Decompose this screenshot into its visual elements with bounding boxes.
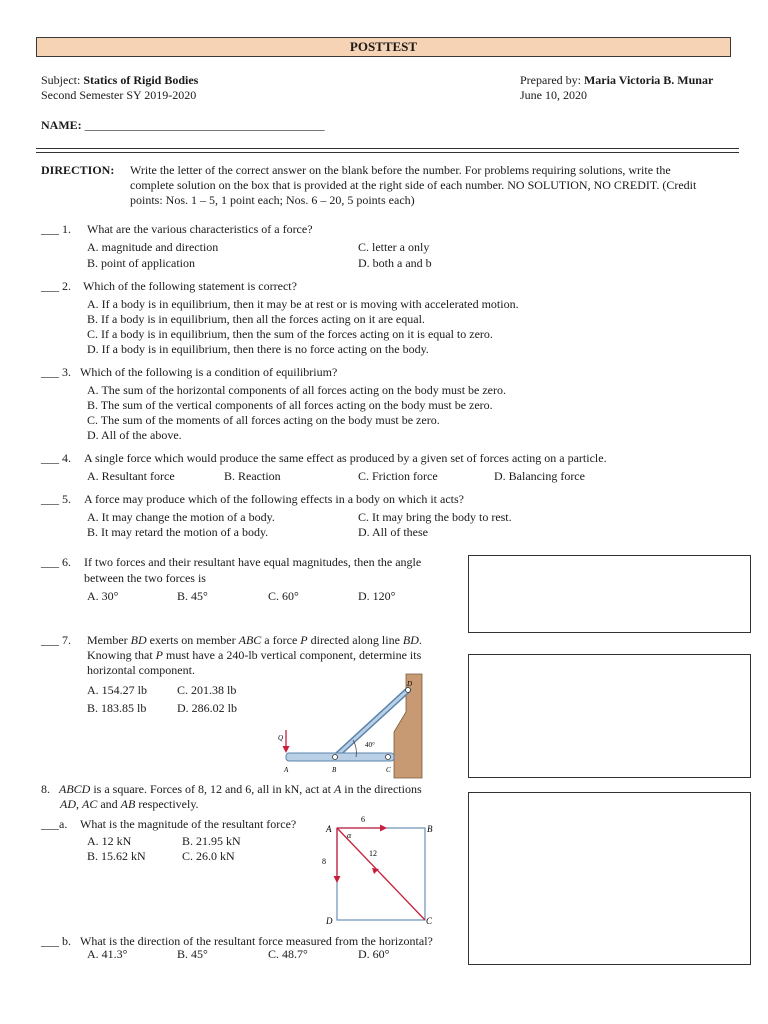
direction-line2: complete solution on the box that is provided at the right side of each number. NO SOLUTION, NO CREDIT. (Credit — [130, 178, 697, 192]
q8b-blank[interactable]: ___ b. — [41, 934, 71, 948]
q1-option-c: C. letter a only — [358, 240, 430, 254]
q8a-option-a: A. 12 kN — [87, 834, 132, 848]
prepared-line — [520, 73, 713, 88]
name-field[interactable]: ________________________________________ — [84, 118, 325, 132]
q7-blank[interactable]: ___ 7. — [41, 633, 71, 647]
q8a-blank[interactable]: ___a. — [41, 817, 68, 831]
q8b-option-c: C. 48.7° — [268, 947, 308, 961]
page-title: POSTTEST — [349, 39, 418, 54]
q8-line1: 8. ABCD is a square. Forces of 8, 12 and 6, all in kN, act at A in the directions — [41, 782, 422, 796]
name-line — [41, 118, 325, 133]
q7-option-b: B. 183.85 lb — [87, 701, 147, 715]
member-abc — [286, 753, 394, 761]
q3-text: Which of the following is a condition of equilibrium? — [80, 365, 338, 379]
q5-blank[interactable]: ___ 5. — [41, 492, 71, 506]
q8b-option-d: D. 60° — [358, 947, 390, 961]
label-d: D — [326, 916, 333, 926]
label-q: Q — [278, 734, 284, 742]
label-a: A — [284, 766, 289, 774]
subject-line — [41, 73, 198, 88]
q8a-option-b: B. 21.95 kN — [182, 834, 241, 848]
prepared-value: Maria Victoria B. Munar — [583, 73, 714, 87]
q7-option-a: A. 154.27 lb — [87, 683, 147, 697]
name-label: NAME: — [41, 118, 85, 132]
alpha-label: α — [347, 831, 352, 840]
q4-option-d: D. Balancing force — [494, 469, 585, 483]
q6-option-a: A. 30° — [87, 589, 119, 603]
q8-solution-box[interactable] — [468, 792, 751, 965]
force-6-arrowhead — [380, 825, 387, 832]
q1-option-a: A. magnitude and direction — [87, 240, 219, 254]
semester: Second Semester SY 2019-2020 — [41, 88, 197, 102]
force-12-line — [337, 828, 425, 920]
date: June 10, 2020 — [520, 88, 587, 102]
q3-option-b: B. The sum of the vertical components of all forces acting on the body must be zero. — [87, 398, 493, 412]
label-d: D — [407, 680, 413, 688]
force-8-arrowhead — [334, 876, 341, 883]
prepared-label: Prepared by: — [520, 73, 584, 87]
label-c: C — [386, 766, 391, 774]
q6-solution-box[interactable] — [468, 555, 751, 633]
divider-bottom — [36, 152, 739, 153]
q8a-option-d: C. 26.0 kN — [182, 849, 235, 863]
q8a-option-c: B. 15.62 kN — [87, 849, 146, 863]
title-bar — [36, 37, 731, 57]
q2-option-d: D. If a body is in equilibrium, then there is no force acting on the body. — [87, 342, 429, 356]
label-a: A — [326, 824, 332, 834]
q3-option-d: D. All of the above. — [87, 428, 182, 442]
q3-option-a: A. The sum of the horizontal components of all forces acting on the body must be zero. — [87, 383, 507, 397]
q4-text: A single force which would produce the same effect as produced by a given set of forces acting on a particle. — [84, 451, 607, 465]
pin-c — [386, 755, 391, 760]
direction-line1: Write the letter of the correct answer on the blank before the number. For problems requiring solutions, write the — [130, 163, 671, 177]
q3-blank[interactable]: ___ 3. — [41, 365, 71, 379]
label-b: B — [332, 766, 337, 774]
q4-option-a: A. Resultant force — [87, 469, 175, 483]
q1-option-b: B. point of application — [87, 256, 195, 270]
q7-line2: Knowing that P must have a 240-lb vertical component, determine its — [87, 648, 422, 662]
q6-option-c: C. 60° — [268, 589, 299, 603]
q6-line1: If two forces and their resultant have equal magnitudes, then the angle — [84, 555, 422, 569]
direction-label: DIRECTION: — [41, 163, 115, 177]
q5-option-b: B. It may retard the motion of a body. — [87, 525, 269, 539]
q7-option-c: C. 201.38 lb — [177, 683, 237, 697]
subject-value: Statics of Rigid Bodies — [83, 73, 199, 87]
q5-option-d: D. All of these — [358, 525, 428, 539]
q4-option-c: C. Friction force — [358, 469, 438, 483]
q5-option-c: C. It may bring the body to rest. — [358, 510, 512, 524]
q2-option-a: A. If a body is in equilibrium, then it may be at rest or is moving with accelerated motion. — [87, 297, 519, 311]
q5-option-a: A. It may change the motion of a body. — [87, 510, 275, 524]
q8-figure — [316, 812, 442, 928]
q1-text: What are the various characteristics of a force? — [87, 222, 313, 236]
force-12-label: 12 — [369, 849, 377, 858]
label-c: C — [426, 916, 433, 926]
q7-line3: horizontal component. — [87, 663, 195, 677]
force-8-label: 8 — [322, 857, 326, 866]
direction-line3: points: Nos. 1 – 5, 1 point each; Nos. 6 – 20, 5 points each) — [130, 193, 415, 207]
q6-blank[interactable]: ___ 6. — [41, 555, 71, 569]
q7-line1: Member BD exerts on member ABC a force P directed along line BD. — [87, 633, 422, 647]
q4-blank[interactable]: ___ 4. — [41, 451, 71, 465]
q2-option-c: C. If a body is in equilibrium, then the sum of the forces acting on it is equal to zero. — [87, 327, 493, 341]
q7-figure — [270, 668, 430, 780]
angle-label: 40° — [365, 741, 375, 749]
q2-blank[interactable]: ___ 2. — [41, 279, 71, 293]
q6-option-b: B. 45° — [177, 589, 208, 603]
q8a-text: What is the magnitude of the resultant force? — [80, 817, 297, 831]
pin-d — [406, 688, 411, 693]
label-b: B — [427, 824, 433, 834]
q1-blank[interactable]: ___ 1. — [41, 222, 71, 236]
q1-option-d: D. both a and b — [358, 256, 432, 270]
q6-line2: between the two forces is — [84, 571, 206, 585]
q8-line2: AD, AC and AB respectively. — [60, 797, 199, 811]
q5-text: A force may produce which of the following effects in a body on which it acts? — [84, 492, 464, 506]
pin-b — [333, 755, 338, 760]
divider-top — [36, 148, 739, 149]
q7-solution-box[interactable] — [468, 654, 751, 778]
q8b-option-b: B. 45° — [177, 947, 208, 961]
q8b-option-a: A. 41.3° — [87, 947, 128, 961]
q7-option-d: D. 286.02 lb — [177, 701, 237, 715]
subject-label: Subject: — [41, 73, 84, 87]
q3-option-c: C. The sum of the moments of all forces acting on the body must be zero. — [87, 413, 440, 427]
q2-option-b: B. If a body is in equilibrium, then all the forces acting on it are equal. — [87, 312, 425, 326]
q8b-text: What is the direction of the resultant force measured from the horizontal? — [80, 934, 433, 948]
force-q-arrowhead — [283, 746, 290, 753]
q2-text: Which of the following statement is correct? — [83, 279, 297, 293]
force-6-label: 6 — [361, 815, 365, 824]
q6-option-d: D. 120° — [358, 589, 396, 603]
q4-option-b: B. Reaction — [224, 469, 281, 483]
